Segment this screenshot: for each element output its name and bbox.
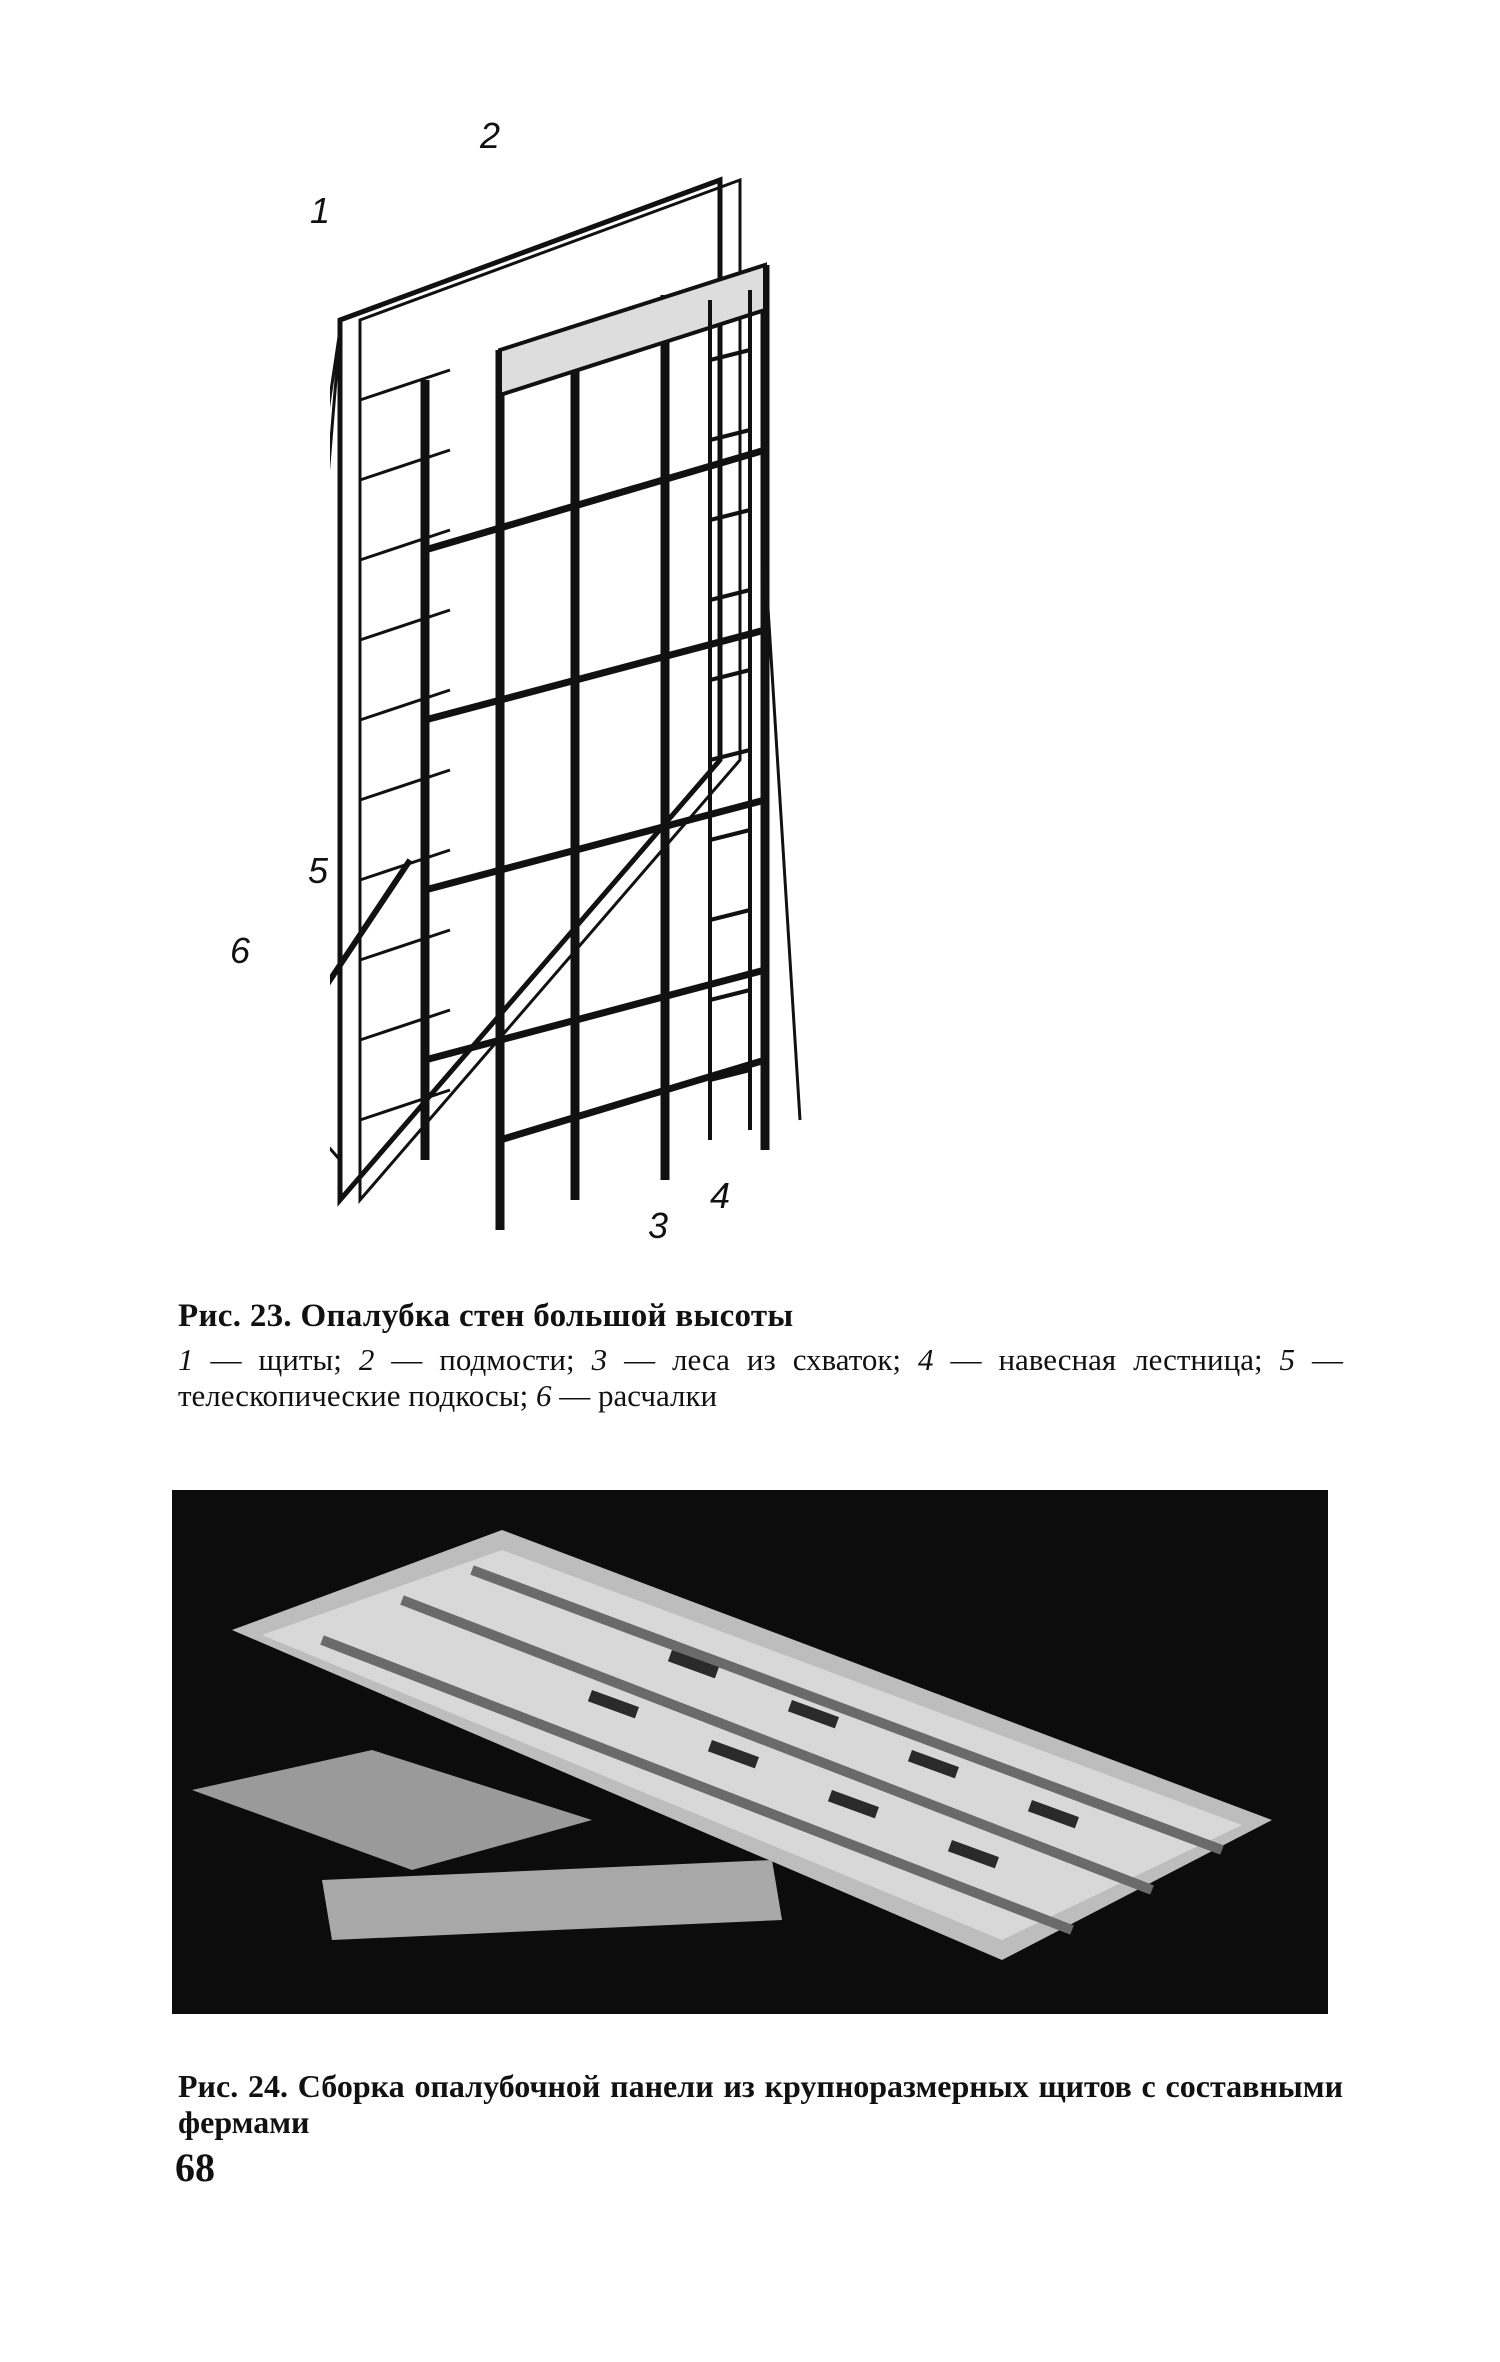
callout-label: 4 [710, 1175, 731, 1216]
legend-text: — щиты; [193, 1342, 359, 1377]
legend-num: 1 [178, 1342, 194, 1377]
callout-label: 2 [480, 115, 501, 156]
legend-text: — навесная лестница; [933, 1342, 1280, 1377]
figure-24-caption: Рис. 24. Сборка опалубочной панели из крупноразмерных щитов с составными фермами [178, 2068, 1343, 2140]
formwork-panel-photo [172, 1490, 1328, 2014]
legend-text: — леса из схваток; [607, 1342, 919, 1377]
legend-num: 2 [358, 1342, 375, 1377]
legend-text: — расчалки [551, 1378, 718, 1413]
callout-label: 1 [310, 190, 331, 231]
callout-label: 3 [648, 1205, 669, 1246]
legend-num: 4 [918, 1342, 934, 1377]
figure-23-caption-title: Рис. 23. Опалубка стен большой высоты [178, 1298, 794, 1334]
callout-label: 6 [230, 930, 251, 971]
page-number: 68 [175, 2145, 215, 2190]
legend-text: — подмости; [374, 1342, 592, 1377]
callout-label: 5 [308, 850, 329, 891]
figure-24-photo [172, 1490, 1328, 2014]
figure-23-legend [178, 1342, 1343, 1414]
figure-23-drawing [230, 115, 1190, 1310]
legend-num: 6 [535, 1378, 552, 1413]
legend-num: 5 [1279, 1342, 1296, 1377]
formwork-diagram [330, 160, 1190, 1310]
legend-text: — телескопические подкосы; [178, 1342, 1343, 1413]
legend-num: 3 [591, 1342, 608, 1377]
